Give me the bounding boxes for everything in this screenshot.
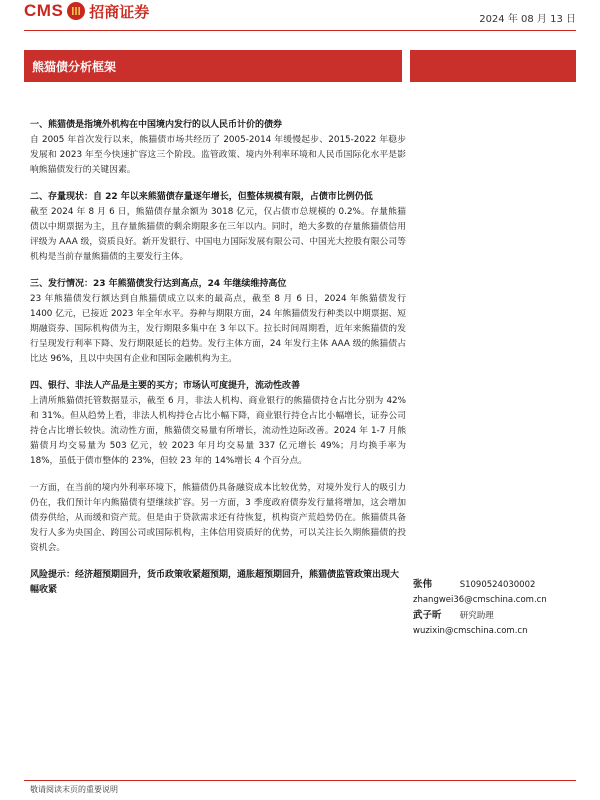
section-body: 截至 2024 年 8 月 6 日，熊猫债存量余额为 3018 亿元，仅占债市总规模的 0.2%。存量熊猫债以中期票据为主，且存量熊猫债的剩余期限多在三年以内。同时，绝大多数的存量熊猫债信用评级为 AAA 级，资质良好。新开发银行、中国电力国际发展有限公司、中国光大控股有限公司等机构是当前存量熊猫债的主要发行主体。 xyxy=(30,207,407,262)
section-4 xyxy=(30,379,406,469)
main-content xyxy=(30,118,406,598)
analyst-email[interactable]: wuzixin@cmschina.com.cn xyxy=(413,626,528,636)
logo-emblem-icon xyxy=(67,2,85,20)
report-title: 熊猫债分析框架 xyxy=(32,59,117,74)
section-3 xyxy=(30,277,406,367)
analyst-1 xyxy=(413,577,583,593)
logo-cms-text: CMS xyxy=(24,1,64,20)
section-heading: 一、熊猫债是指境外机构在中国境内发行的以人民币计价的债券 xyxy=(30,120,283,130)
risk-warning: 风险提示：经济超预期回升，货币政策收紧超预期，通胀超预期回升，熊猫债监管政策出现大幅收紧 xyxy=(30,570,400,595)
section-body: 自 2005 年首次发行以来，熊猫债市场共经历了 2005-2014 年缓慢起步、2015-2022 年稳步发展和 2023 年至今快速扩容这三个阶段。监管政策、境内外利率环境和人民币国际化水平是影响熊猫债发行的关键因素。 xyxy=(30,135,406,175)
footer-divider xyxy=(24,780,576,781)
analyst-2 xyxy=(413,608,583,624)
section-heading: 四、银行、非法人产品是主要的买方；市场认可度提升，流动性改善 xyxy=(30,381,301,391)
header-divider xyxy=(24,30,576,31)
analyst-role: 研究助理 xyxy=(459,611,494,621)
analyst-sidebar xyxy=(413,577,583,639)
section-body: 一方面，在当前的境内外利率环境下，熊猫债仍具备融资成本比较优势，对境外发行人的吸引力仍在，我们预计年内熊猫债有望继续扩容。另一方面，3 季度政府债券发行量将增加，这会增加债券供给，从而缓和资产荒。但是由于贷款需求还有待恢复，机构资产荒趋势仍在。熊猫债具备发行人多为央国企、跨国公司或国际机构，主体信用资质好的优势，可以关注长久期熊猫债的投资机会。 xyxy=(30,483,406,553)
company-logo xyxy=(24,0,149,22)
section-heading: 二、存量现状：自 22 年以来熊猫债存量逐年增长，但整体规模有限，占债市比例仍低 xyxy=(30,192,373,202)
section-2 xyxy=(30,190,406,265)
section-outlook xyxy=(30,481,406,556)
section-1 xyxy=(30,118,406,178)
analyst-email[interactable]: zhangwei36@cmschina.com.cn xyxy=(413,595,547,605)
analyst-name: 武子昕 xyxy=(413,610,442,621)
logo-cn-text: 招商证券 xyxy=(89,2,150,21)
section-body: 23 年熊猫债发行额达到自熊猫债成立以来的最高点，截至 8 月 6 日，2024 年熊猫债发行 1400 亿元，已接近 2023 年全年水平。券种与期限方面，24 年熊猫债发行种类以中期票据、短期融资券、国际机构债为主，发行期限多集中在 3 年以下。拉长时间周期看，近年来熊猫债的发行呈现发行利率下降、发行期限延长的趋势。发行主体方面，24 年发行主体 AAA 级的熊猫债占比达 96%，且以中央国有企业和国际金融机构为主。 xyxy=(30,294,406,364)
analyst-license-id: S1090524030002 xyxy=(459,580,536,590)
section-body: 上清所熊猫债托管数据显示，截至 6 月，非法人机构、商业银行的熊猫债持仓占比分别为 42%和 31%。但从趋势上看，非法人机构持仓占比小幅下降，商业银行持仓占比小幅增长，证券公司持仓占比增长较快。流动性方面，熊猫债交易量有所增长，流动性边际改善。2024 年 1-7 月熊猫债月均交易量为 503 亿元，较 2023 年月均交易量 337 亿元增长 49%；月均换手率为 18%，虽低于债市整体的 23%，但较 23 年的 14%增长 4 个百分点。 xyxy=(30,396,406,466)
report-date: 2024 年 08 月 13 日 xyxy=(479,14,576,25)
analyst-name: 张伟 xyxy=(413,579,433,590)
section-heading: 三、发行情况：23 年熊猫债发行达到高点，24 年继续维持高位 xyxy=(30,279,287,289)
sidebar-banner xyxy=(410,50,576,82)
footer-note: 敬请阅读末页的重要说明 xyxy=(30,785,118,794)
report-title-banner xyxy=(24,50,402,82)
